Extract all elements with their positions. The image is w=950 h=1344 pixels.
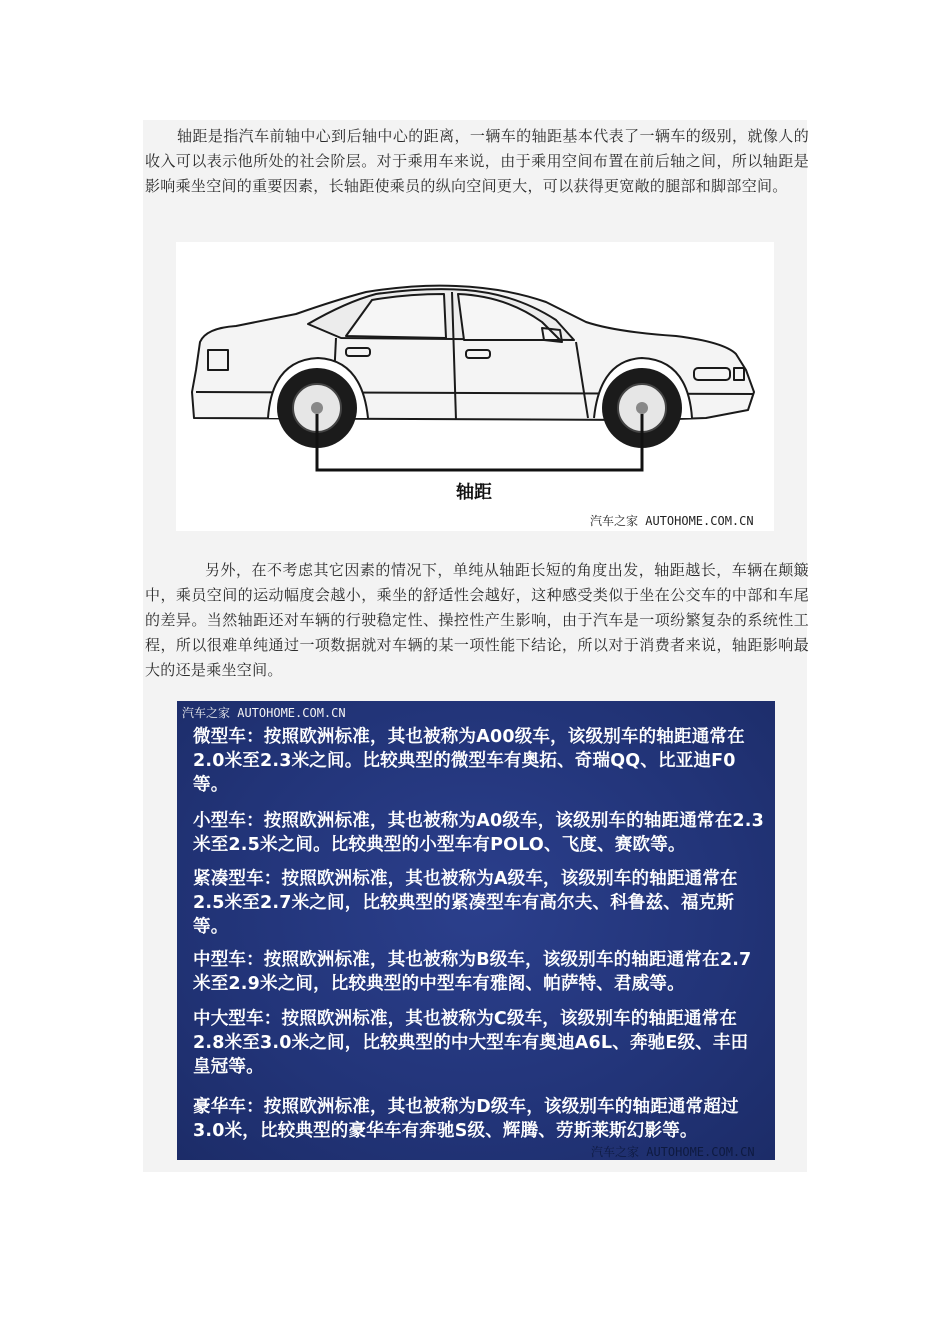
class-full-size-car: 中大型车：按照欧洲标准，其也被称为C级车，该级别车的轴距通常在2.8米至3.0米之间，比较典型的中大型车有奥迪A6L、奔驰E级、丰田皇冠等。 <box>193 1009 749 1077</box>
class-compact-car: 紧凑型车：按照欧洲标准，其也被称为A级车，该级别车的轴距通常在2.5米至2.7米之间，比较典型的紧凑型车有高尔夫、科鲁兹、福克斯等。 <box>193 869 738 937</box>
class-mini-car: 微型车：按照欧洲标准，其也被称为A00级车，该级别车的轴距通常在2.0米至2.3米之间。比较典型的微型车有奥拓、奇瑞QQ、比亚迪F0等。 <box>193 727 745 795</box>
watermark-autohome: 汽车之家 AUTOHOME.COM.CN <box>590 514 754 528</box>
paragraph-wheelbase-effect: 另外，在不考虑其它因素的情况下，单纯从轴距长短的角度出发，轴距越长，车辆在颠簸中，乘员空间的运动幅度会越小，乘坐的舒适性会越好，这种感受类似于坐在公交车的中部和车尾的差异。当然轴距还对车辆的行驶稳定性、操控性产生影响，由于汽车是一项纷繁复杂的系统性工程，所以很难单纯通过一项数据就对车辆的某一项性能下结论，所以对于消费者来说，轴距影响最大的还是乘坐空间。 <box>145 561 809 679</box>
wheelbase-label: 轴距 <box>456 482 492 503</box>
class-midsize-car: 中型车：按照欧洲标准，其也被称为B级车，该级别车的轴距通常在2.7米至2.9米之间，比较典型的中型车有雅阁、帕萨特、君威等。 <box>193 950 752 994</box>
class-luxury-car: 豪华车：按照欧洲标准，其也被称为D级车，该级别车的轴距通常超过3.0米，比较典型的豪华车有奔驰S级、辉腾、劳斯莱斯幻影等。 <box>193 1097 739 1141</box>
vehicle-class-figure <box>177 701 775 1160</box>
paragraph-wheelbase-definition: 轴距是指汽车前轴中心到后轴中心的距离，一辆车的轴距基本代表了一辆车的级别，就像人的收入可以表示他所处的社会阶层。对于乘用车来说，由于乘用空间布置在前后轴之间，所以轴距是影响乘坐空间的重要因素，长轴距使乘员的纵向空间更大，可以获得更宽敞的腿部和脚部空间。 <box>145 127 809 195</box>
watermark-top: 汽车之家 AUTOHOME.COM.CN <box>182 706 346 720</box>
watermark-bottom: 汽车之家 AUTOHOME.COM.CN <box>591 1145 755 1159</box>
class-small-car: 小型车：按照欧洲标准，其也被称为A0级车，该级别车的轴距通常在2.3米至2.5米之间。比较典型的小型车有POLO、飞度、赛欧等。 <box>193 811 765 855</box>
